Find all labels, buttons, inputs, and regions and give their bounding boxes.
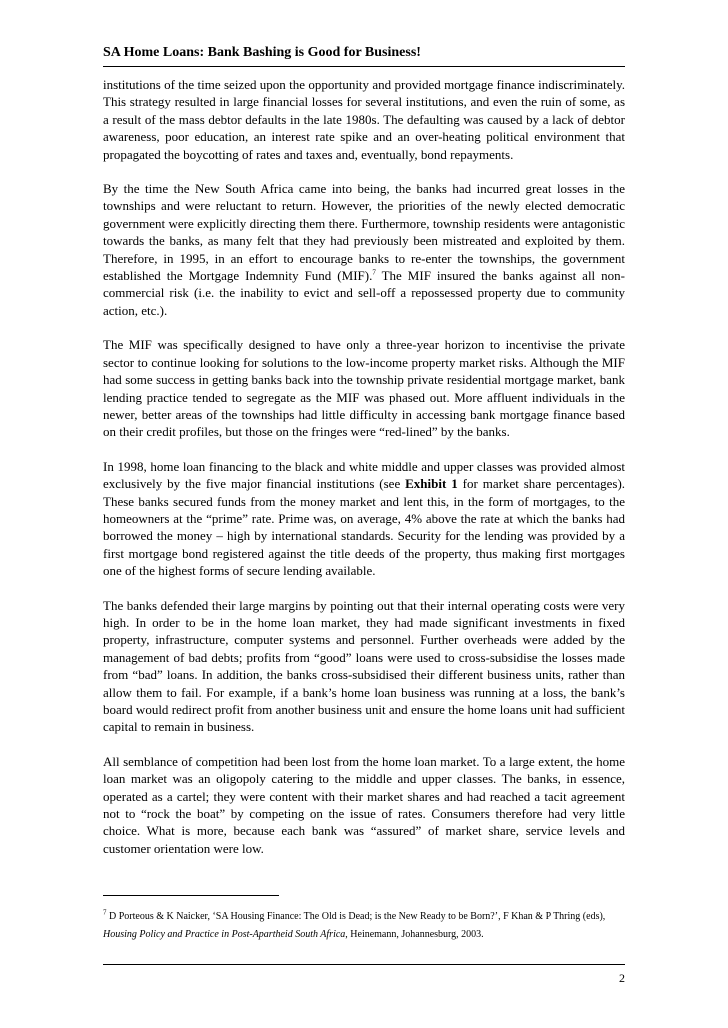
footnote-rule [103,895,279,896]
footer-rule [103,964,625,965]
paragraph-2 [103,180,625,319]
paragraph-4-text-b: for market share percentages). These banks secured funds from the money market and lent this, in the form of mortgages, to the homeowners at the “prime” rate. Prime was, on average, 4% above the rate at which the banks had borrowed the money – high by international standards. Security for the lending was provided by a first mortgage bond registered against the title deeds of the property, thus making first mortgages one of the highest forms of secure lending available. [103,476,626,579]
footnote-text-b: , Heinemann, Johannesburg, 2003. [345,929,484,940]
page-number: 2 [619,971,625,985]
exhibit-reference: Exhibit 1 [405,476,458,492]
footnote-number: 7 [103,908,107,917]
paragraph-3: The MIF was specifically designed to have only a three-year horizon to incentivise the private sector to continue looking for solutions to the low-income property market risks. Although the MIF had some success in getting banks back into the township private residential mortgage market, bank lending practice tended to segregate as the MIF was phased out. More affluent individuals in the newer, better areas of the townships had little difficulty in accessing bank mortgage finance based on their credit profiles, but those on the fringes were “red-lined” by the banks. [103,337,625,440]
footnote-book-title: Housing Policy and Practice in Post-Apartheid South Africa [103,929,346,940]
paragraph-4 [103,458,625,580]
body-text [103,76,625,874]
paragraph-1: institutions of the time seized upon the opportunity and provided mortgage finance indiscriminately. This strategy resulted in large financial losses for several institutions, and even the ruin of some, as a result of the mass debtor defaults in the late 1980s. The defaulting was caused by a lack of debtor awareness, poor education, an interest rate spike and an over-heating political environment that propagated the boycotting of rates and taxes and, eventually, bond repayments. [103,77,625,162]
paragraph-6: All semblance of competition had been lost from the home loan market. To a large extent, the home loan market was an oligopoly catering to the middle and upper classes. The banks, in essence, operated as a cartel; they were content with their market shares and had reached a tacit agreement not to “rock the boat” by competing on the issue of rates. Consumers therefore had very little choice. What is more, because each bank was “assured” of market share, service levels and customer orientation were low. [103,753,625,856]
running-header: SA Home Loans: Bank Bashing is Good for Business! [103,45,421,60]
header-rule [103,66,625,67]
paragraph-5: The banks defended their large margins by pointing out that their internal operating costs were very high. In order to be in the home loan market, they had made significant investments in fixed property, infrastructure, computer systems and personnel. Further overheads were added by the management of bad debts; profits from “good” loans were used to cross-subsidise the losses made from “bad” loans. In addition, the banks cross-subsidised their different business units, rather than allow them to fail. For example, if a bank’s home loan business was running at a loss, the bank’s board would redirect profit from another business unit and ensure the home loans unit had sufficient capital to remain in business. [103,597,625,735]
paragraph-2-text-a: By the time the New South Africa came into being, the banks had incurred great losses in the townships and were reluctant to return. However, the priorities of the newly elected democratic government were explicitly directing them there. Furthermore, township residents were antagonistic towards the banks, as many felt that they had previously been mistreated and exploited by them. Therefore, in 1995, in an effort to encourage banks to re-enter the townships, the government established the Mortgage Indemnity Fund (MIF). [103,181,625,284]
footnote-ref-7: 7 [372,268,376,277]
footnote-text-a: D Porteous & K Naicker, ‘SA Housing Finance: The Old is Dead; is the New Ready to be Born?’, F Khan & P Thring (eds), [106,911,606,922]
paragraph-2-text-b: The MIF insured the banks against all non-commercial risk (i.e. the inability to evict and sell-off a repossessed property due to community action, etc.). [103,268,625,318]
footnote [103,908,625,944]
paragraph-4-text-a: In 1998, home loan financing to the black and white middle and upper classes was provided almost exclusively by the five major financial institutions (see [103,458,625,492]
